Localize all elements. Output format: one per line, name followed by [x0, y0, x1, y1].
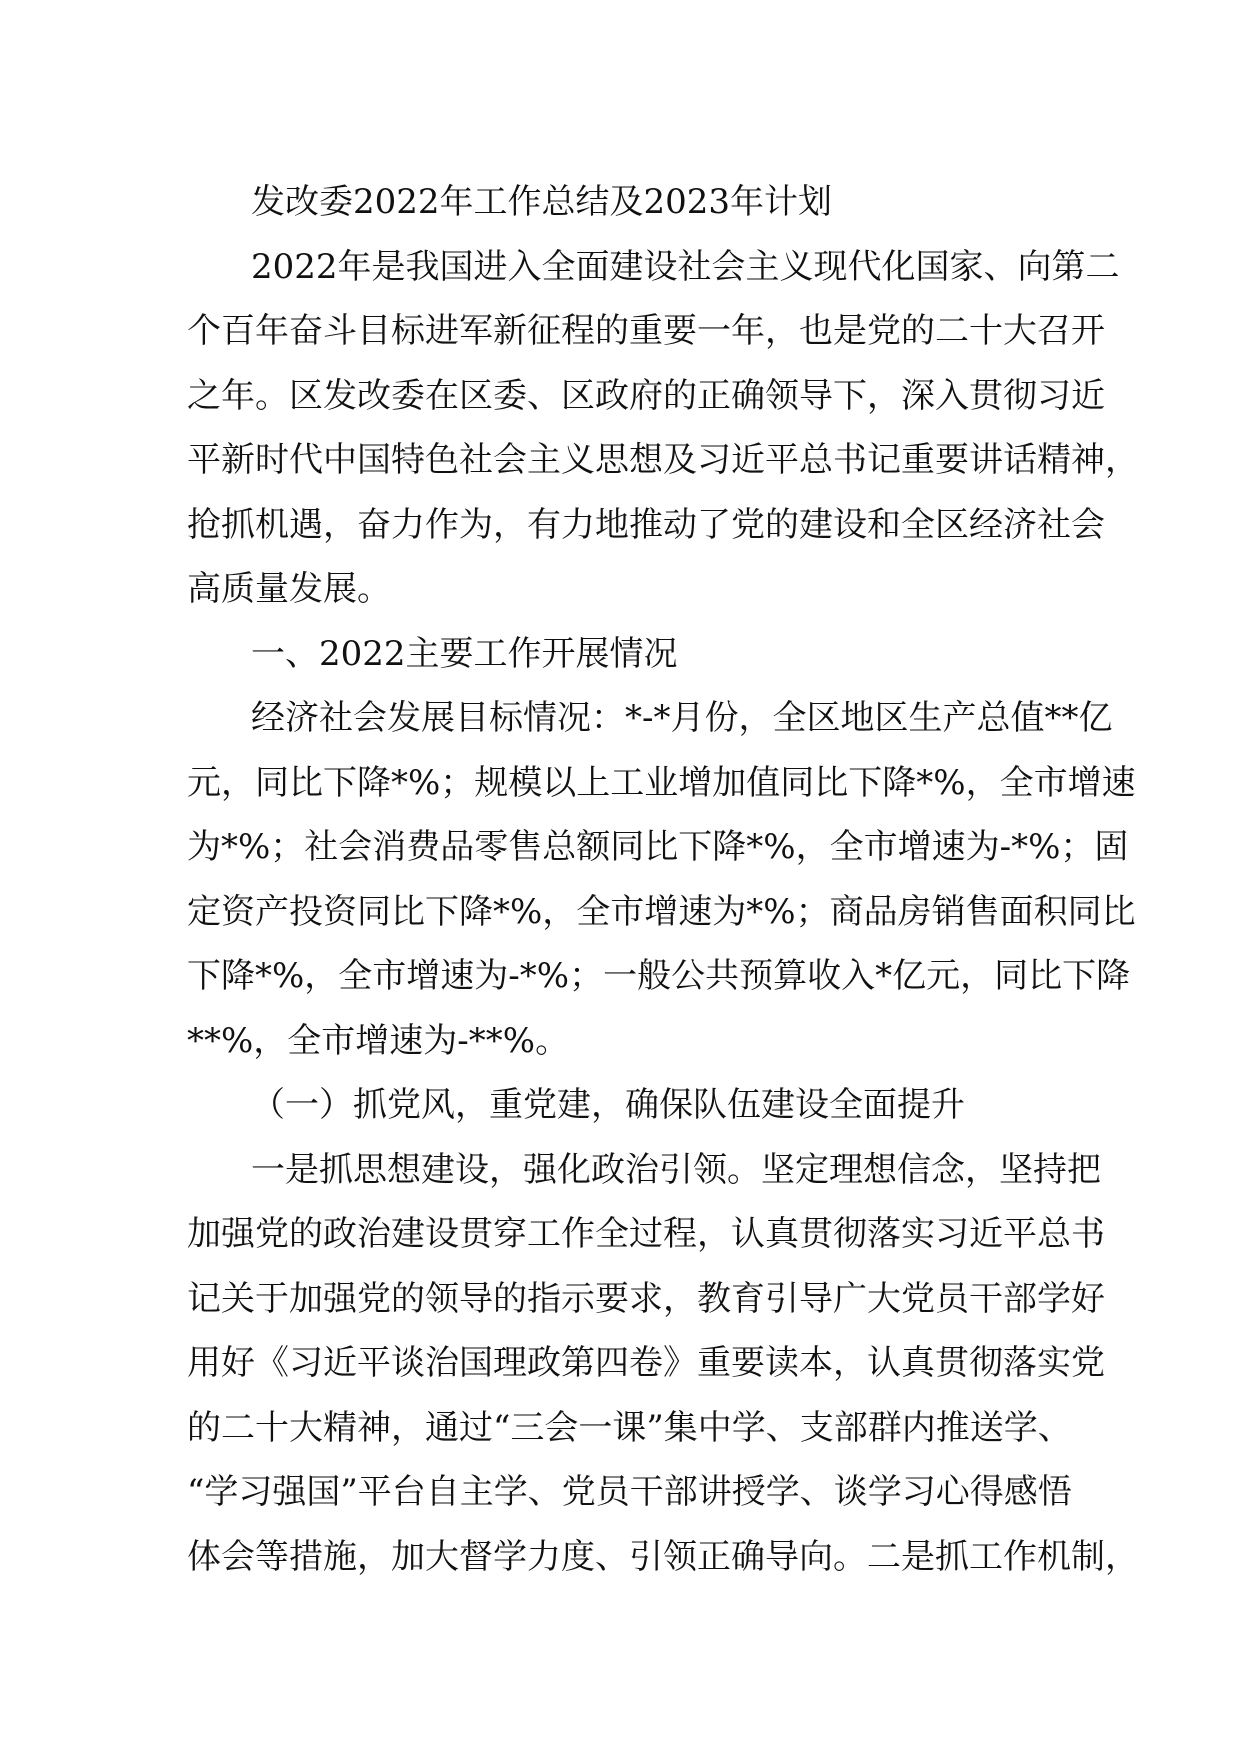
paragraph-line: 个百年奋斗目标进军新征程的重要一年，也是党的二十大召开	[187, 311, 1105, 351]
paragraph-line: 加强党的政治建设贯穿工作全过程，认真贯彻落实习近平总书	[187, 1214, 1105, 1254]
paragraph-line: 体会等措施，加大督学力度、引领正确导向。二是抓工作机制，	[187, 1536, 1139, 1577]
section-heading-1	[187, 622, 1087, 687]
subsection-heading-text: （一）抓党风，重党建，确保队伍建设全面提升	[251, 1085, 965, 1125]
paragraph-line: 经济社会发展目标情况：*-*月份，全区地区生产总值**亿	[251, 698, 1113, 738]
paragraph-line: 2022年是我国进入全面建设社会主义现代化国家、向第二	[251, 246, 1120, 287]
paragraph-line: 之年。区发改委在区委、区政府的正确领导下，深入贯彻习近	[187, 375, 1105, 416]
section-heading-text: 一、2022主要工作开展情况	[251, 633, 678, 674]
document-body	[187, 170, 1139, 1589]
paragraph-line: 用好《习近平谈治国理政第四卷》重要读本，认真贯彻落实党	[187, 1343, 1105, 1383]
paragraph-line: 为*%；社会消费品零售总额同比下降*%，全市增速为-*%；固	[187, 827, 1129, 867]
document-title: 发改委2022年工作总结及2023年计划	[251, 182, 833, 222]
subsection-heading-1	[187, 1073, 1087, 1138]
paragraph-line: 一是抓思想建设，强化政治引领。坚定理想信念，坚持把	[251, 1149, 1101, 1190]
paragraph-line: 抢抓机遇，奋力作为，有力地推动了党的建设和全区经济社会	[187, 504, 1105, 545]
paragraph-line: 的二十大精神，通过“三会一课”集中学、支部群内推送学、	[187, 1407, 1072, 1448]
paragraph-line: 下降*%，全市增速为-*%；一般公共预算收入*亿元，同比下降	[187, 956, 1131, 996]
paragraph-economic-targets	[187, 686, 1136, 1073]
paragraph-line: 高质量发展。	[187, 569, 391, 609]
paragraph-line: **%，全市增速为-**%。	[187, 1020, 570, 1061]
paragraph-intro	[187, 235, 1139, 622]
paragraph-line: “学习强国”平台自主学、党员干部讲授学、谈学习心得感悟	[187, 1472, 1072, 1512]
paragraph-line: 记关于加强党的领导的指示要求，教育引导广大党员干部学好	[187, 1278, 1105, 1319]
paragraph-party-building	[187, 1138, 1139, 1590]
paragraph-line: 平新时代中国特色社会主义思想及习近平总书记重要讲话精神，	[187, 440, 1139, 480]
paragraph-line: 元，同比下降*%；规模以上工业增加值同比下降*%，全市增速	[187, 762, 1136, 803]
paragraph-line: 定资产投资同比下降*%，全市增速为*%；商品房销售面积同比	[187, 891, 1136, 932]
